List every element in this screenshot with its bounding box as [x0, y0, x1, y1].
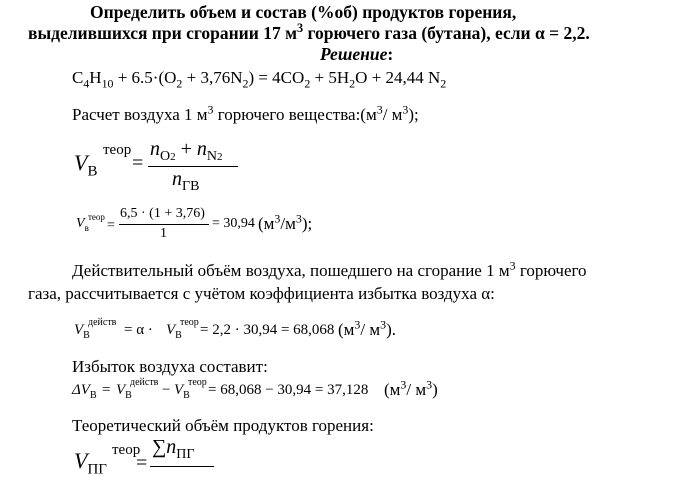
excess-air-text: Избыток воздуха составит:: [72, 357, 268, 376]
fraction-bar: [148, 166, 238, 167]
reaction-equation: $C_4H_{10} + 6.5\cdot(O_2 + 3,76N_2) = 4CO_2 + 5H_2O + 24,44$ $N_2$: [72, 68, 447, 91]
solution-label: Решение:: [320, 44, 394, 64]
fraction-bar: [119, 224, 209, 225]
title-line-2: выделившихся при сгорании 17 $м^3$ горючего газа (бутана), если α = 2,2.: [28, 21, 590, 43]
document-page: Определить объем и состав (%об) продуктов горения, выделившихся при сгорании 17 $м^3$ горючего газа (бутана), если α = 2,2. Решение: $C_4H_{10} + 6.5\cdot(O_2 + 3,76N_2) = 4CO_2 + 5H_2O + 24,44$ $N_2$ Расчет воздуха 1 $м^3$ горючего $вещества:(м^3/$ $м^3$); $V_В$ теор = $n_{O2} + n_{N2}$ $n_{ГВ}$ $V_в$ теор = 6,5 · (1 + 3,76) 1 = 30,94 $(м^3/м^3)$; Действительный объём воздуха, пошедшего на сгорание 1 $м^3$ горючего газа, рассчитывается с учётом коэффициента избытка воздуха α: $V_В$ действ = α · $V_В$ теор = 2,2 · 30,94 = 68,068 ($м^3/$ $м^3$). Избыток воздуха составит: $\Delta V_В$ = $V_В$ действ − $V_В$ теор = 68,068 − 30,94 = 37,128 ($м^3/$ $м^3$) Теоретический объём продуктов горения: $V_{ПГ}$ теор = $\sum n_{ПГ}$: [28, 2, 590, 477]
theoretical-products-text: Теоретический объём продуктов горения:: [72, 416, 374, 435]
actual-air-line-1: Действительный объём воздуха, пошедшего на сгорание 1 $м^3$ горючего: [72, 258, 587, 280]
actual-air-line-2: газа, рассчитывается с учётом коэффициента избытка воздуха α:: [28, 284, 495, 303]
title-line-1: Определить объем и состав (%об) продуктов горения,: [90, 2, 517, 22]
fraction-bar: [150, 466, 214, 467]
air-calc-text: Расчет воздуха 1 $м^3$ горючего $вещества:(м^3/$ $м^3$);: [72, 102, 419, 124]
